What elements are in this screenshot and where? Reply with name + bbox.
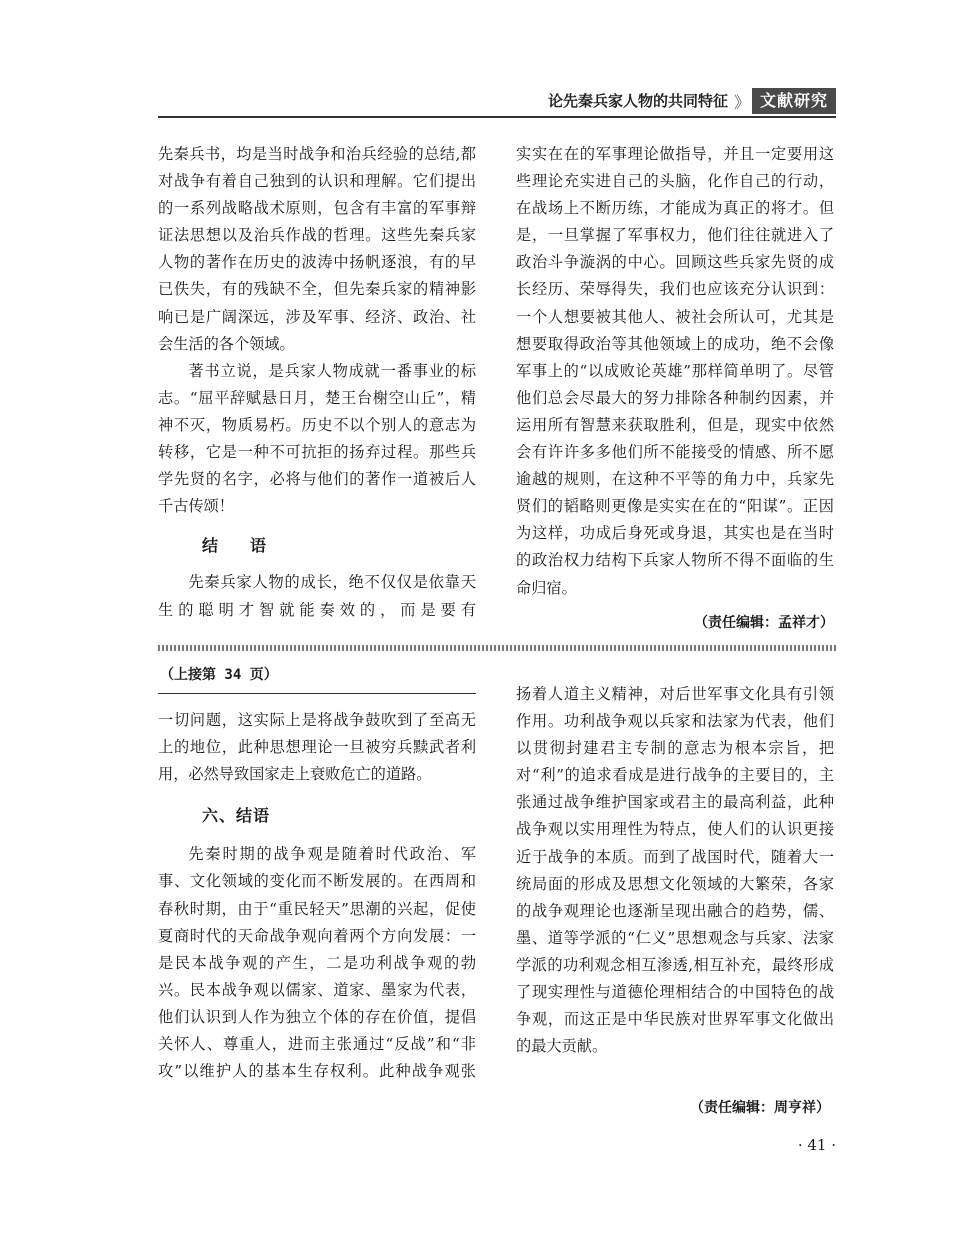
section-heading: 六、结语 xyxy=(202,806,271,826)
paragraph: 扬着人道主义精神，对后世军事文化具有引领作用。功利战争观以兵家和法家为代表，他们以贯彻封建君主专制的意志为根本宗旨，把对“利”的追求看成是进行战争的主要目的，主张通过战争维护国家或君主的最高利益，此种战争观以实用理性为特点，使人们的认识更接近于战争的本质。而到了战国时代，随着大一统局面的形成及思想文化领域的大繁荣，各家的战争观理论也逐渐呈现出融合的趋势，儒、墨、道等学派的“仁义”思想观念与兵家、法家学派的功利观念相互渗透,相互补充，最终形成了现实理性与道德伦理相结合的中国特色的战争观，而这正是中华民族对世界军事文化做出的最大贡献。 xyxy=(516,685,834,1056)
running-header-title: 论先秦兵家人物的共同特征 xyxy=(547,92,728,110)
continued-rule xyxy=(158,693,476,694)
section-badge: 文献研究 xyxy=(752,88,836,114)
lower-right-column xyxy=(516,681,834,1060)
paragraph: 先秦时期的战争观是随着时代政治、军事、文化领域的变化而不断发展的。在西周和春秋时期，由于“重民轻天”思潮的兴起，促使夏商时代的天命战争观向着两个方向发展：一是民本战争观的产生，二是功利战争观的勃兴。民本战争观以儒家、道家、墨家为代表，他们认识到人作为独立个体的存在价值，提倡关怀人、尊重人，进而主张通过“反战”和“非攻”以维护人的基本生存权利。此种战争观张 xyxy=(158,845,476,1081)
header-rule xyxy=(158,116,836,118)
lower-left-column xyxy=(158,707,476,1085)
paragraph: 著书立说，是兵家人物成就一番事业的标志。“屈平辞赋悬日月，楚王台榭空山丘”，精神不灭，物质易朽。历史不以个别人的意志为转移，它是一种不可抗拒的扬弃过程。那些兵学先贤的名字，必将与他们的著作一道被后人千古传颂！ xyxy=(158,361,476,516)
paragraph: 先秦兵书，均是当时战争和治兵经验的总结,都对战争有着自己独到的认识和理解。它们提出的一系列战略战术原则，包含有丰富的军事辩证法思想以及治兵作战的哲理。这些先秦兵家人物的著作在历史的波涛中扬帆逐浪，有的早已佚失，有的残缺不全，但先秦兵家的精神影响已是广阔深远，涉及军事、经济、政治、社会生活的各个领域。 xyxy=(158,145,476,353)
section-heading: 结 语 xyxy=(202,536,275,556)
paragraph: 实实在在的军事理论做指导，并且一定要用这些理论充实进自己的头脑，化作自己的行动，在战场上不断历练，才能成为真正的将才。但是，一旦掌握了军事权力，他们往往就进入了政治斗争漩涡的中心。回顾这些兵家先贤的成长经历、荣辱得失，我们也应该充分认识到：一个人想要被其他人、被社会所认可，尤其是想要取得政治等其他领域上的成功，绝不会像军事上的“以成败论英雄”那样简单明了。尽管他们总会尽最大的努力排除各种制约因素，并运用所有智慧来获取胜利，但是，现实中依然会有许许多多他们所不能接受的情感、所不愿逾越的规则，在这种不平等的角力中，兵家先贤们的韬略则更像是实实在在的“阳谋”。正因为这样，功成后身死或身退，其实也是在当时的政治权力结构下兵家人物所不得不面临的生命归宿。 xyxy=(516,145,834,597)
paragraph: 先秦兵家人物的成长，绝不仅仅是依靠天生的聪明才智就能奏效的，而是要有 xyxy=(158,573,476,619)
paragraph: 一切问题，这实际上是将战争鼓吹到了至高无上的地位，此种思想理论一旦被穷兵黩武者利用，必然导致国家走上衰败危亡的道路。 xyxy=(158,711,476,784)
page-number: · 41 · xyxy=(797,1136,836,1154)
upper-left-column xyxy=(158,141,476,624)
continued-from-label: （上接第 34 页） xyxy=(160,667,278,683)
section-divider xyxy=(158,645,836,651)
editor-credit: （责任编辑：孟祥才） xyxy=(694,614,834,631)
upper-right-column xyxy=(516,141,834,637)
chevron-icon: 》 xyxy=(734,93,747,112)
editor-credit: （责任编辑：周亨祥） xyxy=(690,1100,830,1116)
